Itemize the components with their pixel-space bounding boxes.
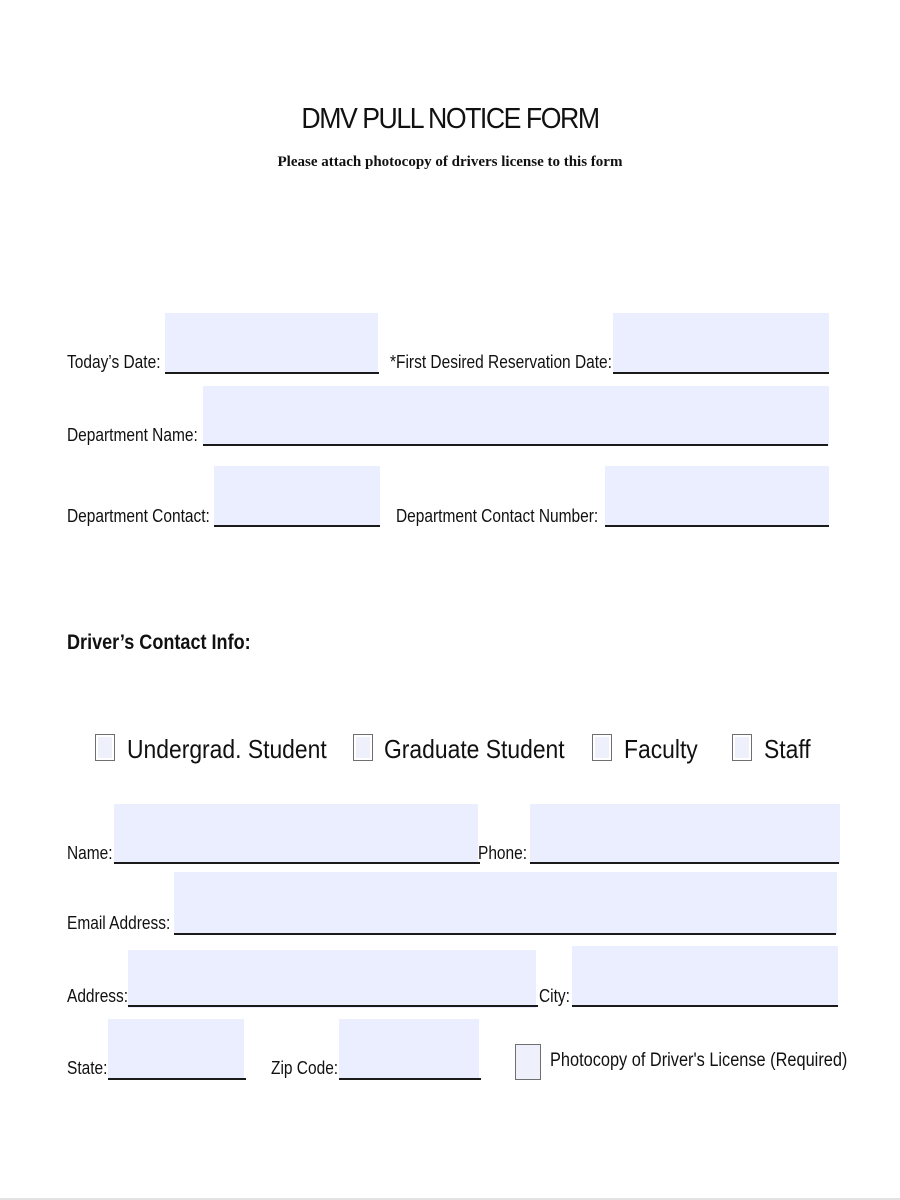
- faculty-label: Faculty: [624, 734, 698, 764]
- department-contact-underline: [214, 525, 380, 527]
- address-label: Address:: [67, 986, 129, 1006]
- faculty-checkbox[interactable]: [592, 734, 612, 761]
- todays-date-underline: [165, 372, 379, 374]
- name-underline: [114, 862, 480, 864]
- graduate-student-checkbox[interactable]: [353, 734, 373, 761]
- state-label: State:: [67, 1058, 108, 1078]
- todays-date-label: Today’s Date:: [67, 352, 161, 372]
- department-name-underline: [203, 444, 828, 446]
- phone-input[interactable]: [530, 804, 840, 864]
- department-contact-number-underline: [605, 525, 829, 527]
- staff-label: Staff: [764, 734, 811, 764]
- photocopy-label: Photocopy of Driver's License (Required): [550, 1050, 848, 1071]
- undergrad-student-label: Undergrad. Student: [127, 734, 327, 764]
- name-label: Name:: [67, 843, 113, 863]
- zip-code-label: Zip Code:: [271, 1058, 339, 1078]
- form-subtitle: Please attach photocopy of drivers license to this form: [277, 154, 623, 170]
- name-input[interactable]: [114, 804, 478, 864]
- department-name-input[interactable]: [203, 386, 829, 446]
- first-reservation-date-underline: [613, 372, 829, 374]
- address-underline: [128, 1005, 538, 1007]
- email-underline: [174, 933, 836, 935]
- address-input[interactable]: [128, 950, 536, 1008]
- state-input[interactable]: [108, 1019, 244, 1080]
- zip-code-input[interactable]: [339, 1019, 479, 1080]
- department-contact-input[interactable]: [214, 466, 380, 526]
- undergrad-student-checkbox[interactable]: [95, 734, 115, 761]
- photocopy-checkbox[interactable]: [515, 1044, 541, 1080]
- city-underline: [572, 1005, 838, 1007]
- form-title: DMV PULL NOTICE FORM: [301, 103, 599, 135]
- city-input[interactable]: [572, 946, 838, 1006]
- department-name-label: Department Name:: [67, 425, 198, 445]
- first-reservation-date-input[interactable]: [613, 313, 829, 373]
- state-underline: [108, 1078, 246, 1080]
- phone-underline: [530, 862, 839, 864]
- department-contact-number-input[interactable]: [605, 466, 829, 526]
- email-input[interactable]: [174, 872, 837, 934]
- graduate-student-label: Graduate Student: [384, 734, 565, 764]
- zip-code-underline: [339, 1078, 481, 1080]
- drivers-contact-info-heading: Driver’s Contact Info:: [67, 631, 251, 654]
- email-label: Email Address:: [67, 913, 171, 933]
- department-contact-label: Department Contact:: [67, 506, 210, 526]
- staff-checkbox[interactable]: [732, 734, 752, 761]
- todays-date-input[interactable]: [165, 313, 378, 373]
- first-reservation-date-label: *First Desired Reservation Date:: [390, 352, 612, 372]
- city-label: City:: [539, 986, 570, 1006]
- phone-label: Phone:: [478, 843, 528, 863]
- department-contact-number-label: Department Contact Number:: [396, 506, 599, 526]
